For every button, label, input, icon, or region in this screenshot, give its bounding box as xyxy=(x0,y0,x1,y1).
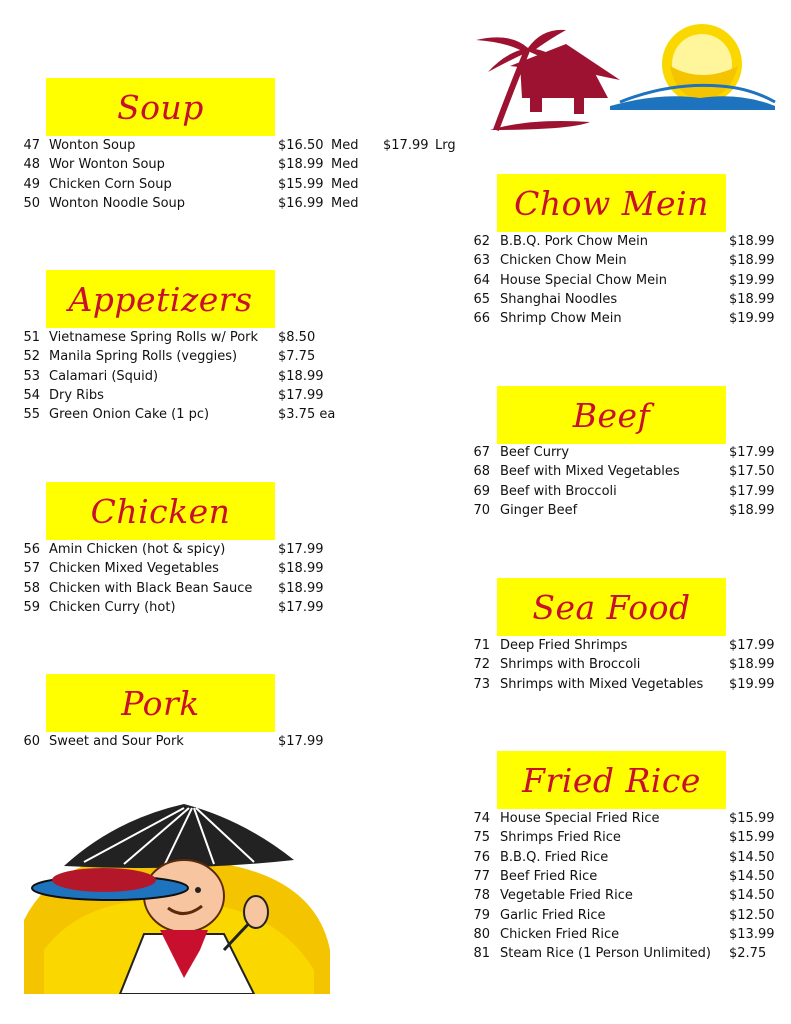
menu-item xyxy=(0,367,791,386)
item-price: $18.99 xyxy=(278,561,324,577)
item-name: Shrimp Chow Mein xyxy=(500,311,622,327)
menu-item xyxy=(0,251,791,270)
item-price: $13.99 xyxy=(729,926,775,942)
item-number: 66 xyxy=(473,311,490,327)
item-name: Wor Wonton Soup xyxy=(49,157,165,173)
item-price: $18.99 xyxy=(729,291,775,307)
item-number: 49 xyxy=(23,176,40,192)
section-title: Beef xyxy=(572,395,651,435)
item-size: Med xyxy=(331,157,359,173)
item-name: Shrimps Fried Rice xyxy=(500,830,621,846)
item-name: Green Onion Cake (1 pc) xyxy=(49,407,210,423)
item-number: 73 xyxy=(473,676,490,692)
item-name: Beef with Mixed Vegetables xyxy=(500,464,680,480)
item-name: Vietnamese Spring Rolls w/ Pork xyxy=(49,330,259,345)
menu-item xyxy=(0,482,791,501)
item-price: $12.50 xyxy=(729,907,775,923)
item-number: 57 xyxy=(23,561,40,577)
item-name: House Special Fried Rice xyxy=(500,811,660,826)
item-name: Sweet and Sour Pork xyxy=(49,734,184,749)
section-title: Fried Rice xyxy=(522,760,701,800)
item-number: 74 xyxy=(473,811,490,826)
item-name: Vegetable Fried Rice xyxy=(500,888,633,904)
section-title: Sea Food xyxy=(532,587,691,627)
section-heading-sea-food xyxy=(497,578,726,636)
item-price: $19.99 xyxy=(729,311,775,327)
menu-item xyxy=(0,732,791,751)
section-title: Chow Mein xyxy=(514,183,709,223)
item-name: Garlic Fried Rice xyxy=(500,907,606,923)
item-number: 80 xyxy=(473,926,490,942)
item-number: 53 xyxy=(23,368,40,384)
item-name: Manila Spring Rolls (veggies) xyxy=(49,349,238,365)
item-price: $18.99 xyxy=(729,234,775,249)
item-name: Chicken with Black Bean Sauce xyxy=(49,580,253,596)
item-price: $15.99 xyxy=(278,176,324,192)
item-price: $19.99 xyxy=(729,272,775,288)
item-number: 81 xyxy=(473,946,490,962)
item-number: 79 xyxy=(473,907,490,923)
menu-item xyxy=(0,232,791,251)
item-number: 65 xyxy=(473,291,490,307)
item-name: Chicken Mixed Vegetables xyxy=(49,561,219,577)
item-name: Chicken Fried Rice xyxy=(500,926,620,942)
menu-item xyxy=(0,462,791,481)
item-price: $16.99 xyxy=(278,195,324,211)
item-price: $17.99 xyxy=(729,445,775,460)
item-number: 55 xyxy=(23,407,40,423)
item-price: $19.99 xyxy=(729,676,775,692)
item-price: $18.99 xyxy=(729,502,775,518)
item-number: 58 xyxy=(23,580,40,596)
item-name: Beef Fried Rice xyxy=(500,868,598,884)
item-name: B.B.Q. Pork Chow Mein xyxy=(500,234,649,249)
item-price: $14.50 xyxy=(729,888,775,904)
item-number: 67 xyxy=(473,445,490,460)
item-name: Chicken Chow Mein xyxy=(500,253,627,269)
item-price: $18.99 xyxy=(278,157,324,173)
item-number: 71 xyxy=(473,638,490,653)
item-number: 51 xyxy=(23,330,40,345)
item-name: Wonton Noodle Soup xyxy=(49,195,186,211)
chef-mascot-icon xyxy=(24,800,334,994)
item-size-large: Lrg xyxy=(435,138,456,153)
palm-hut-sunset-icon xyxy=(470,22,780,132)
section-heading-chow-mein xyxy=(497,174,726,232)
menu-item xyxy=(0,271,791,290)
item-price: $17.99 xyxy=(729,483,775,499)
section-heading-soup xyxy=(46,78,275,136)
menu-item xyxy=(0,328,791,347)
item-number: 60 xyxy=(23,734,40,749)
item-number: 77 xyxy=(473,868,490,884)
item-price: $16.50 xyxy=(278,138,324,153)
item-price: $17.99 xyxy=(278,734,324,749)
item-price: $17.99 xyxy=(278,542,324,557)
menu-item xyxy=(0,501,791,520)
item-price: $18.99 xyxy=(729,253,775,269)
menu-item xyxy=(0,443,791,462)
item-price: $8.50 xyxy=(278,330,316,345)
item-number: 72 xyxy=(473,657,490,673)
item-number: 78 xyxy=(473,888,490,904)
item-number: 69 xyxy=(473,483,490,499)
item-number: 48 xyxy=(23,157,40,173)
item-price: $15.99 xyxy=(729,830,775,846)
item-number: 56 xyxy=(23,542,40,557)
item-number: 75 xyxy=(473,830,490,846)
item-price: $17.99 xyxy=(729,638,775,653)
section-title: Chicken xyxy=(90,491,231,531)
item-name: Chicken Corn Soup xyxy=(49,176,172,192)
menu-item xyxy=(0,347,791,366)
menu-item xyxy=(0,155,791,174)
item-number: 54 xyxy=(23,387,40,403)
menu-item xyxy=(0,136,791,155)
item-name: Shanghai Noodles xyxy=(500,291,618,307)
item-price: $3.75 ea xyxy=(278,407,336,423)
item-price: $17.99 xyxy=(278,387,324,403)
menu-item xyxy=(0,309,791,328)
item-price-large: $17.99 xyxy=(383,138,429,153)
item-name: Wonton Soup xyxy=(49,138,136,153)
item-number: 68 xyxy=(473,464,490,480)
menu-item xyxy=(0,675,791,694)
item-number: 62 xyxy=(473,234,490,249)
item-price: $18.99 xyxy=(729,657,775,673)
item-name: Dry Ribs xyxy=(49,387,104,403)
section-title: Pork xyxy=(121,683,200,723)
item-name: Beef with Broccoli xyxy=(500,483,617,499)
item-name: Shrimps with Broccoli xyxy=(500,657,641,673)
item-price: $7.75 xyxy=(278,349,316,365)
item-number: 70 xyxy=(473,502,490,518)
item-price: $14.50 xyxy=(729,849,775,865)
item-price: $18.99 xyxy=(278,368,324,384)
menu-item xyxy=(0,559,791,578)
item-size: Med xyxy=(331,176,359,192)
menu-item xyxy=(0,655,791,674)
item-number: 76 xyxy=(473,849,490,865)
menu-item xyxy=(0,290,791,309)
item-name: House Special Chow Mein xyxy=(500,272,667,288)
item-price: $15.99 xyxy=(729,811,775,826)
item-price: $2.75 xyxy=(729,946,767,962)
item-name: Beef Curry xyxy=(500,445,570,460)
item-name: Deep Fried Shrimps xyxy=(500,638,628,653)
section-heading-fried-rice xyxy=(497,751,726,809)
item-size: Med xyxy=(331,195,359,211)
item-name: Amin Chicken (hot & spicy) xyxy=(49,542,226,557)
item-number: 59 xyxy=(23,599,40,615)
section-title: Soup xyxy=(117,87,204,127)
section-title: Appetizers xyxy=(68,279,253,319)
menu-item xyxy=(0,540,791,559)
item-price: $14.50 xyxy=(729,868,775,884)
item-name: B.B.Q. Fried Rice xyxy=(500,849,609,865)
item-name: Chicken Curry (hot) xyxy=(49,599,176,615)
item-number: 47 xyxy=(23,138,40,153)
item-size: Med xyxy=(331,138,359,153)
item-number: 63 xyxy=(473,253,490,269)
item-name: Ginger Beef xyxy=(500,502,578,518)
section-heading-beef xyxy=(497,386,726,444)
item-name: Steam Rice (1 Person Unlimited) xyxy=(500,946,711,962)
item-name: Shrimps with Mixed Vegetables xyxy=(500,676,704,692)
item-price: $17.50 xyxy=(729,464,775,480)
menu-item xyxy=(0,636,791,655)
item-number: 64 xyxy=(473,272,490,288)
item-name: Calamari (Squid) xyxy=(49,368,159,384)
item-number: 50 xyxy=(23,195,40,211)
item-price: $17.99 xyxy=(278,599,324,615)
item-number: 52 xyxy=(23,349,40,365)
item-price: $18.99 xyxy=(278,580,324,596)
